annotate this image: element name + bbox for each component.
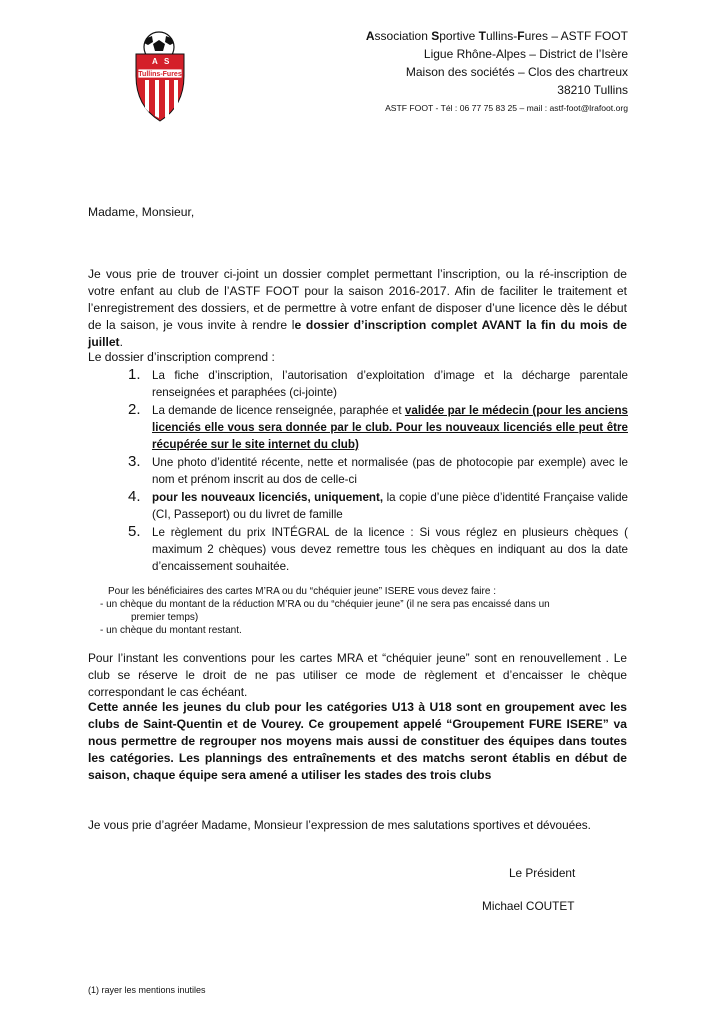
intro-paragraph: Je vous prie de trouver ci-joint un dossier complet permettant l’inscription, ou la ré-inscription de votre enfant au club de l’ASTF FOOT pour la saison 2016-2017. Afin de faciliter le traitement et l’enregistrement des dossiers, et de permettre à votre enfant de disposer d’une licence dès le début de la saison, je vous invite à rendre le dossier d’inscription complet AVANT la fin du mois de juillet. (88, 267, 627, 349)
list-intro: Le dossier d’inscription comprend : (88, 350, 275, 364)
salutation: Madame, Monsieur, (88, 205, 195, 219)
list-item: 5. Le règlement du prix INTÉGRAL de la licence : Si vous réglez en plusieurs chèques ( maximum 2 chèques) vous devez remettre tous les chèques en indiquant au dos la date d’encaissement souhaitée. (128, 523, 628, 573)
logo-letter-a: A (152, 57, 158, 66)
league-line: Ligue Rhône-Alpes – District de l’Isère (423, 47, 628, 61)
city-line: 38210 Tullins (557, 83, 628, 97)
org-name: Association Sportive Tullins-Fures – ASTF FOOT (365, 29, 628, 43)
contact-line: ASTF FOOT - Tél : 06 77 75 83 25 – mail : astf-foot@lrafoot.org (385, 103, 628, 113)
conventions-paragraph: Pour l’instant les conventions pour les cartes MRA et “chéquier jeune” sont en renouvellement . Le club se réserve le droit de ne pas utiliser ce mode de règlement et d’encaisser le chèque correspondant le cas échéant. (88, 651, 627, 699)
list-item: 3. Une photo d’identité récente, nette et normalisée (pas de photocopie par exemple) avec le nom et prénom inscrit au dos de celle-ci (128, 453, 628, 486)
closing-line: Je vous prie d’agréer Madame, Monsieur l’expression de mes salutations sportives et dévouées. (88, 818, 591, 832)
list-item: 1. La fiche d’inscription, l’autorisation d’exploitation d’image et la décharge parentale renseignées et paraphées (ci-jointe) (128, 366, 628, 399)
logo-name: Tullins-Fures (138, 71, 182, 78)
address-line: Maison des sociétés – Clos des chartreux (405, 65, 628, 79)
list-item: 2. La demande de licence renseignée, paraphée et validée par le médecin (pour les anciens licenciés elle vous sera donnée par le club. Pour les nouveaux licenciés elle peut être récupérée sur le site internet du club) (128, 401, 628, 451)
groupement-paragraph: Cette année les jeunes du club pour les catégories U13 à U18 sont en groupement avec les clubs de Saint-Quentin et de Vourey. Ce groupement appelé “Groupement FURE ISERE” va nous permettre de regrouper nos moyens mais aussi de constituer des équipes dans toutes les catégories. Les plannings des entraînements et des matchs seront établis en début de saison, chaque équipe sera amené a utiliser les stades des trois clubs (88, 700, 627, 782)
footnote: (1) rayer les mentions inutiles (88, 985, 206, 995)
logo-letter-s: S (164, 57, 170, 66)
signature-title: Le Président (509, 866, 576, 880)
mra-instructions: Pour les bénéficiaires des cartes M’RA ou du “chéquier jeune” ISERE vous devez faire : - un chèque du montant de la réduction M’RA ou du “chéquier jeune” (il ne sera pas encaissé dans un premier temps) - un chèque du montant restant. (100, 586, 550, 636)
list-item: 4. pour les nouveaux licenciés, uniquement, la copie d’une pièce d’identité Française valide (CI, Passeport) ou du livret de famille (128, 488, 628, 521)
club-logo (128, 28, 192, 124)
requirements-list (128, 367, 628, 576)
letterhead (366, 27, 628, 115)
signature-name: Michael COUTET (482, 899, 575, 913)
